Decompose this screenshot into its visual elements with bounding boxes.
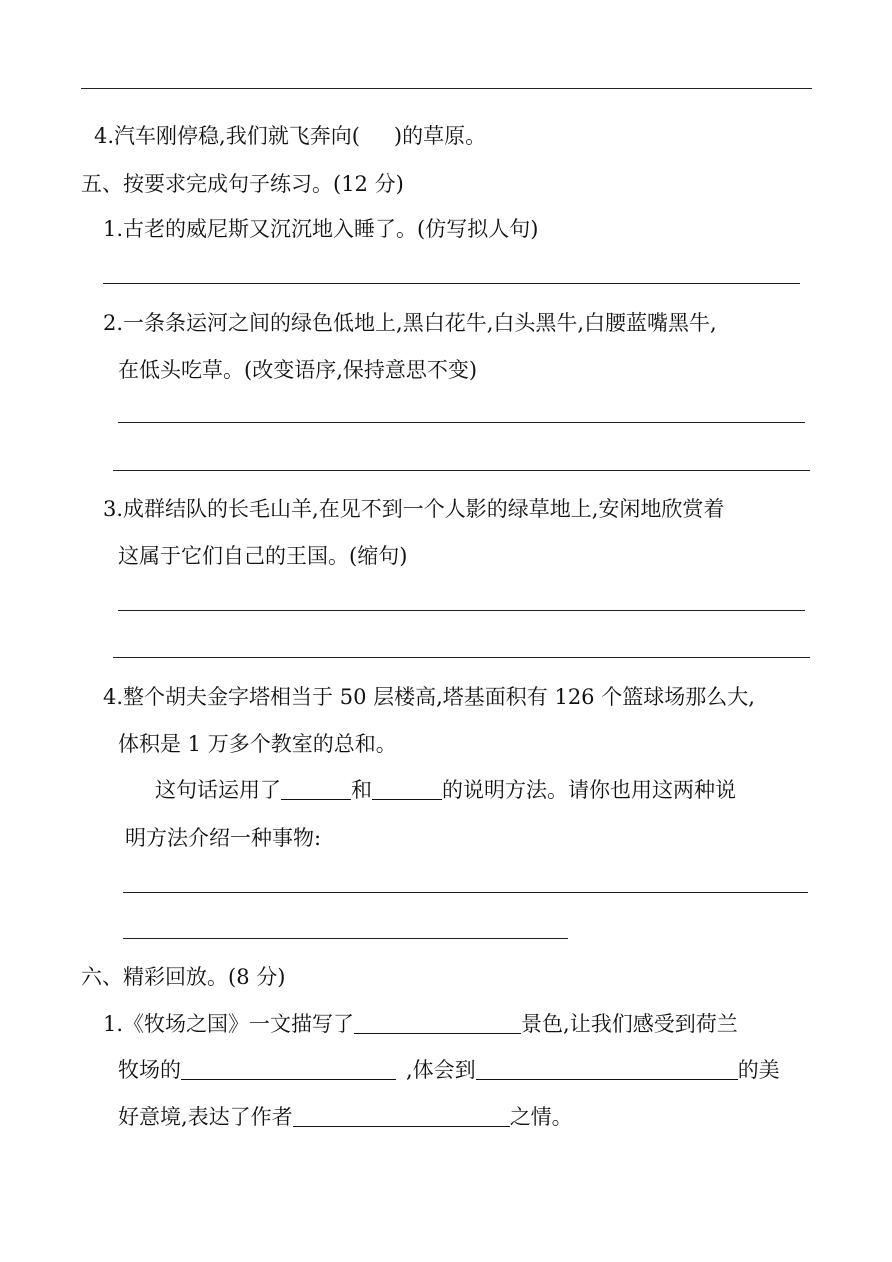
s6-part-d: ,体会到 [406,1058,476,1082]
page-top-rule [81,88,812,89]
s5-item-4-text-line2: 体积是 1 万多个教室的总和。 [118,732,397,756]
s5-item-3-answer-line-2[interactable] [113,657,810,658]
s5-item-3-answer-line-1[interactable] [118,610,805,611]
prompt-part-a: 这句话运用了 [155,778,281,802]
s5-item-1-answer-line[interactable] [103,283,800,284]
s5-item-4-text-line1: 4.整个胡夫金字塔相当于 50 层楼高,塔基面积有 126 个篮球场那么大, [103,685,755,709]
item-4-fill-in [94,124,486,148]
blank-pasture-feature[interactable] [181,1059,396,1080]
s5-item-2-text-line1: 2.一条条运河之间的绿色低地上,黑白花牛,白头黑牛,白腰蓝嘴黑牛, [103,311,717,335]
s5-item-3-text-line1: 3.成群结队的长毛山羊,在见不到一个人影的绿草地上,安闲地欣赏着 [103,497,725,521]
prompt-part-c: 的说明方法。请你也用这两种说 [442,778,736,802]
s6-part-f: 好意境,表达了作者 [118,1105,293,1129]
s5-item-4-answer-line-2[interactable] [123,938,568,939]
s5-item-1-text: 1.古老的威尼斯又沉沉地入睡了。(仿写拟人句) [103,217,539,241]
s6-item-1-line2 [118,1058,780,1082]
s5-item-2-answer-line-2[interactable] [113,470,810,471]
section-6-heading: 六、精彩回放。(8 分) [81,965,286,989]
s6-part-c: 牧场的 [118,1058,181,1082]
s6-part-g: 之情。 [509,1105,573,1129]
s6-item-1-line1 [103,1012,738,1036]
s5-item-2-text-line2: 在低头吃草。(改变语序,保持意思不变) [118,358,478,382]
section-5-heading: 五、按要求完成句子练习。(12 分) [81,172,404,196]
s5-item-3-text-line2: 这属于它们自己的王国。(缩句) [118,544,408,568]
s5-item-2-answer-line-1[interactable] [118,422,805,423]
s5-item-4-prompt-line2: 明方法介绍一种事物: [125,826,322,850]
s6-item-1-line3 [118,1105,573,1129]
s5-item-4-answer-line-1[interactable] [123,892,808,893]
blank-method-2[interactable] [372,779,442,800]
s5-item-4-prompt-line1 [155,778,736,802]
blank-artistic-conception[interactable] [476,1059,738,1080]
prompt-part-b: 和 [351,778,372,802]
blank-author-feeling[interactable] [293,1106,510,1127]
item-4-prefix: 4.汽车刚停稳,我们就飞奔向( [94,124,360,148]
s6-part-a: 1.《牧场之国》一文描写了 [103,1012,355,1036]
item-4-suffix: )的草原。 [393,124,487,148]
s6-part-b: 景色,让我们感受到荷兰 [521,1012,738,1036]
blank-method-1[interactable] [281,779,351,800]
blank-scenery[interactable] [354,1013,521,1034]
s6-part-e: 的美 [737,1058,780,1082]
